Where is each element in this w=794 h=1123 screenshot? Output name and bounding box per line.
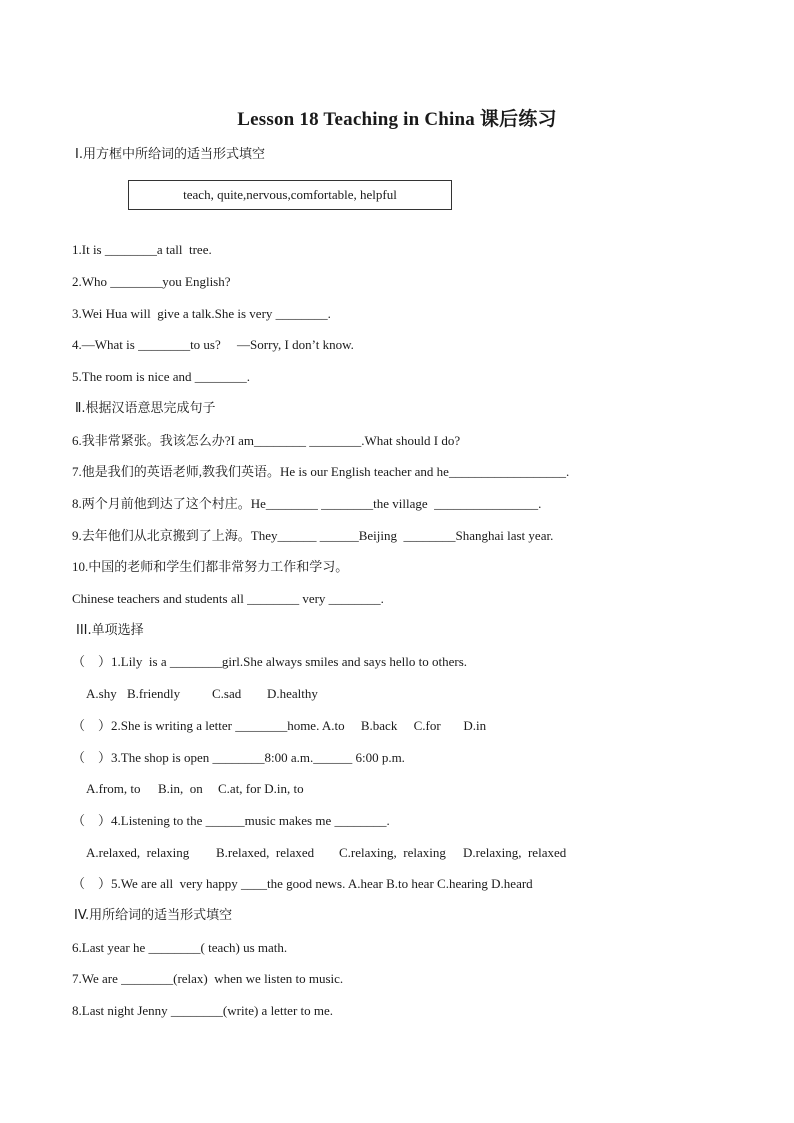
word-box-text: teach, quite,nervous,comfortable, helpful xyxy=(183,187,397,202)
question-2: 2.Who ________you English? xyxy=(72,274,231,289)
mc-question-3-option-a: A.from, to xyxy=(86,781,141,796)
question-3: 3.Wei Hua will give a talk.She is very ________. xyxy=(72,306,331,321)
question-7: 7.他是我们的英语老师,教我们英语。He is our English teacher and he__________________. xyxy=(72,464,570,479)
word-box xyxy=(128,180,452,210)
section-heading-4: IV.用所给词的适当形式填空 xyxy=(74,908,233,923)
question-6: 6.我非常紧张。我该怎么办?I am________ ________.What should I do? xyxy=(72,433,461,448)
verb-question-6: 6.Last year he ________( teach) us math. xyxy=(72,940,288,955)
section-heading-3: III.单项选择 xyxy=(76,623,144,638)
mc-question-4-option-d: D.relaxing, relaxed xyxy=(463,845,567,860)
question-5: 5.The room is nice and ________. xyxy=(72,369,250,384)
verb-question-8: 8.Last night Jenny ________(write) a letter to me. xyxy=(72,1003,334,1018)
mc-question-1-option-a: A.shy xyxy=(86,686,117,701)
mc-question-2: （ ）2.She is writing a letter ________home. A.to B.back C.for D.in xyxy=(72,718,487,733)
section-heading-1: Ⅰ.用方框中所给词的适当形式填空 xyxy=(75,147,265,162)
question-8: 8.两个月前他到达了这个村庄。He________ ________the village ________________. xyxy=(72,496,542,511)
mc-question-1-option-c: C.sad xyxy=(212,686,242,701)
mc-question-3-option-b: B.in, on xyxy=(158,781,203,796)
mc-question-3: （ ）3.The shop is open ________8:00 a.m.______ 6:00 p.m. xyxy=(72,750,405,765)
question-10: 10.中国的老师和学生们都非常努力工作和学习。 xyxy=(72,559,349,574)
mc-question-5: （ ）5.We are all very happy ____the good news. A.hear B.to hear C.hearing D.heard xyxy=(72,876,533,891)
question-1: 1.It is ________a tall tree. xyxy=(72,242,212,257)
page-title: Lesson 18 Teaching in China 课后练习 xyxy=(237,109,557,130)
mc-question-1-option-d: D.healthy xyxy=(267,686,318,701)
mc-question-4: （ ）4.Listening to the ______music makes me ________. xyxy=(72,813,390,828)
mc-question-4-option-b: B.relaxed, relaxed xyxy=(216,845,315,860)
question-4: 4.—What is ________to us? —Sorry, I don’t know. xyxy=(72,337,354,352)
section-heading-2: Ⅱ.根据汉语意思完成句子 xyxy=(75,401,216,416)
mc-question-3-options-cd: C.at, for D.in, to xyxy=(218,781,304,796)
mc-question-4-option-c: C.relaxing, relaxing xyxy=(339,845,446,860)
mc-question-1-option-b: B.friendly xyxy=(127,686,181,701)
mc-question-4-option-a: A.relaxed, relaxing xyxy=(86,845,190,860)
question-10-english: Chinese teachers and students all ________ very ________. xyxy=(72,591,384,606)
verb-question-7: 7.We are ________(relax) when we listen to music. xyxy=(72,971,344,986)
mc-question-1: （ ）1.Lily is a ________girl.She always smiles and says hello to others. xyxy=(72,654,468,669)
question-9: 9.去年他们从北京搬到了上海。They______ ______Beijing ________Shanghai last year. xyxy=(72,528,554,543)
